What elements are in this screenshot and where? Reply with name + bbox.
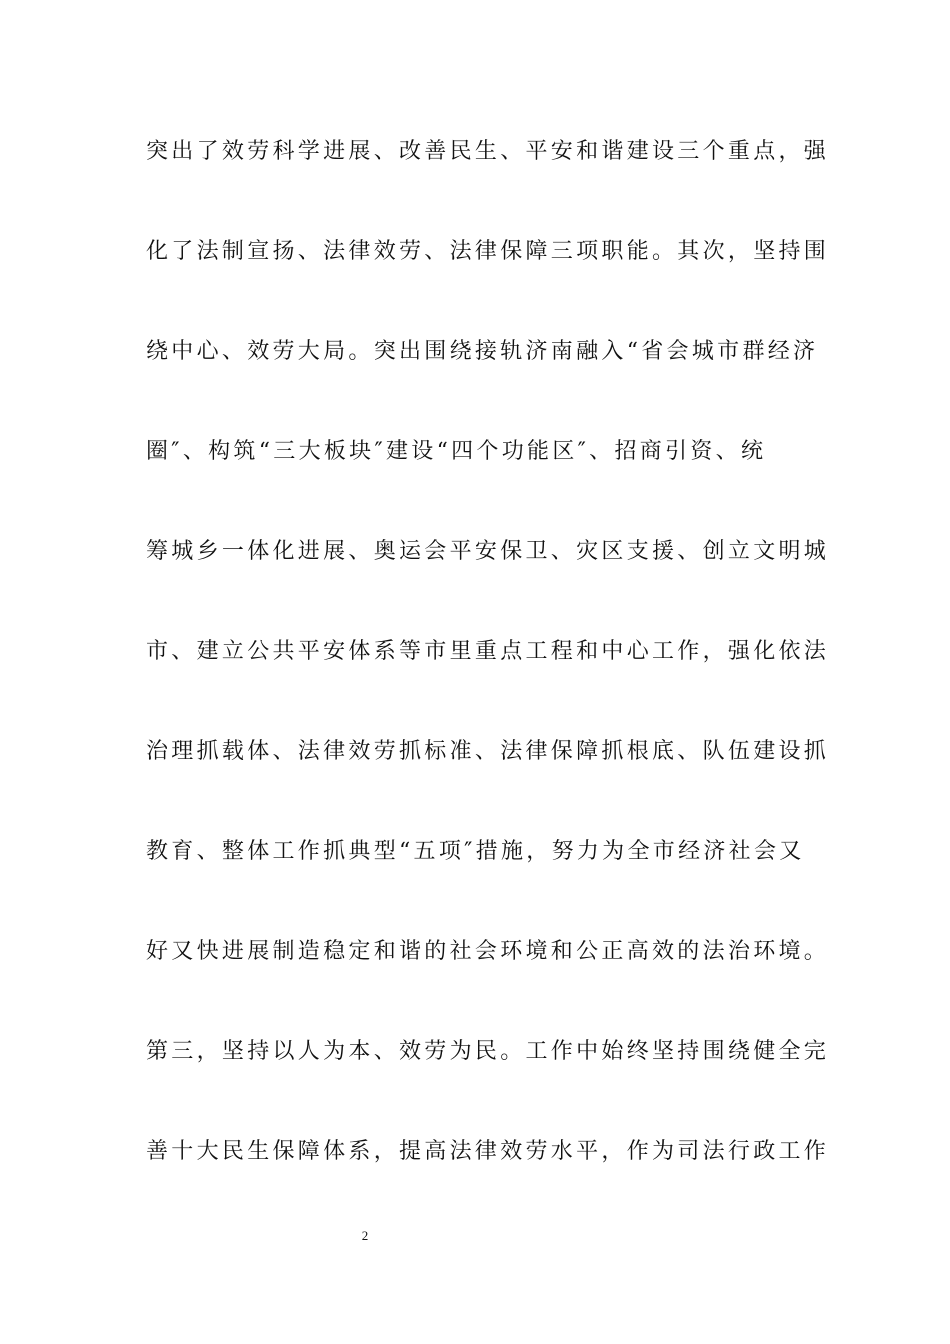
- text-line: 市、建立公共平安体系等市里重点工程和中心工作，强化依法: [146, 639, 830, 664]
- text-line: 治理抓载体、法律效劳抓标准、法律保障抓根底、队伍建设抓: [146, 739, 830, 764]
- text-line: 筹城乡一体化进展、奥运会平安保卫、灾区支援、创立文明城: [146, 539, 830, 564]
- page-number: 2: [361, 1228, 369, 1243]
- text-line: 教育、整体工作抓典型“五项″措施，努力为全市经济社会又: [146, 839, 805, 864]
- text-line: 善十大民生保障体系，提高法律效劳水平，作为司法行政工作: [146, 1139, 830, 1164]
- text-line: 第三，坚持以人为本、效劳为民。工作中始终坚持围绕健全完: [146, 1039, 830, 1064]
- text-line: 化了法制宣扬、法律效劳、法律保障三项职能。其次，坚持围: [146, 239, 830, 264]
- text-line: 绕中心、效劳大局。突出围绕接轨济南融入“省会城市群经济: [146, 339, 819, 364]
- text-line: 好又快进展制造稳定和谐的社会环境和公正高效的法治环境。: [146, 939, 830, 964]
- text-line: 突出了效劳科学进展、改善民生、平安和谐建设三个重点，强: [146, 139, 830, 164]
- body-text: [146, 127, 830, 1227]
- text-line: 圈″、构筑“三大板块″建设“四个功能区″、招商引资、统: [146, 439, 767, 464]
